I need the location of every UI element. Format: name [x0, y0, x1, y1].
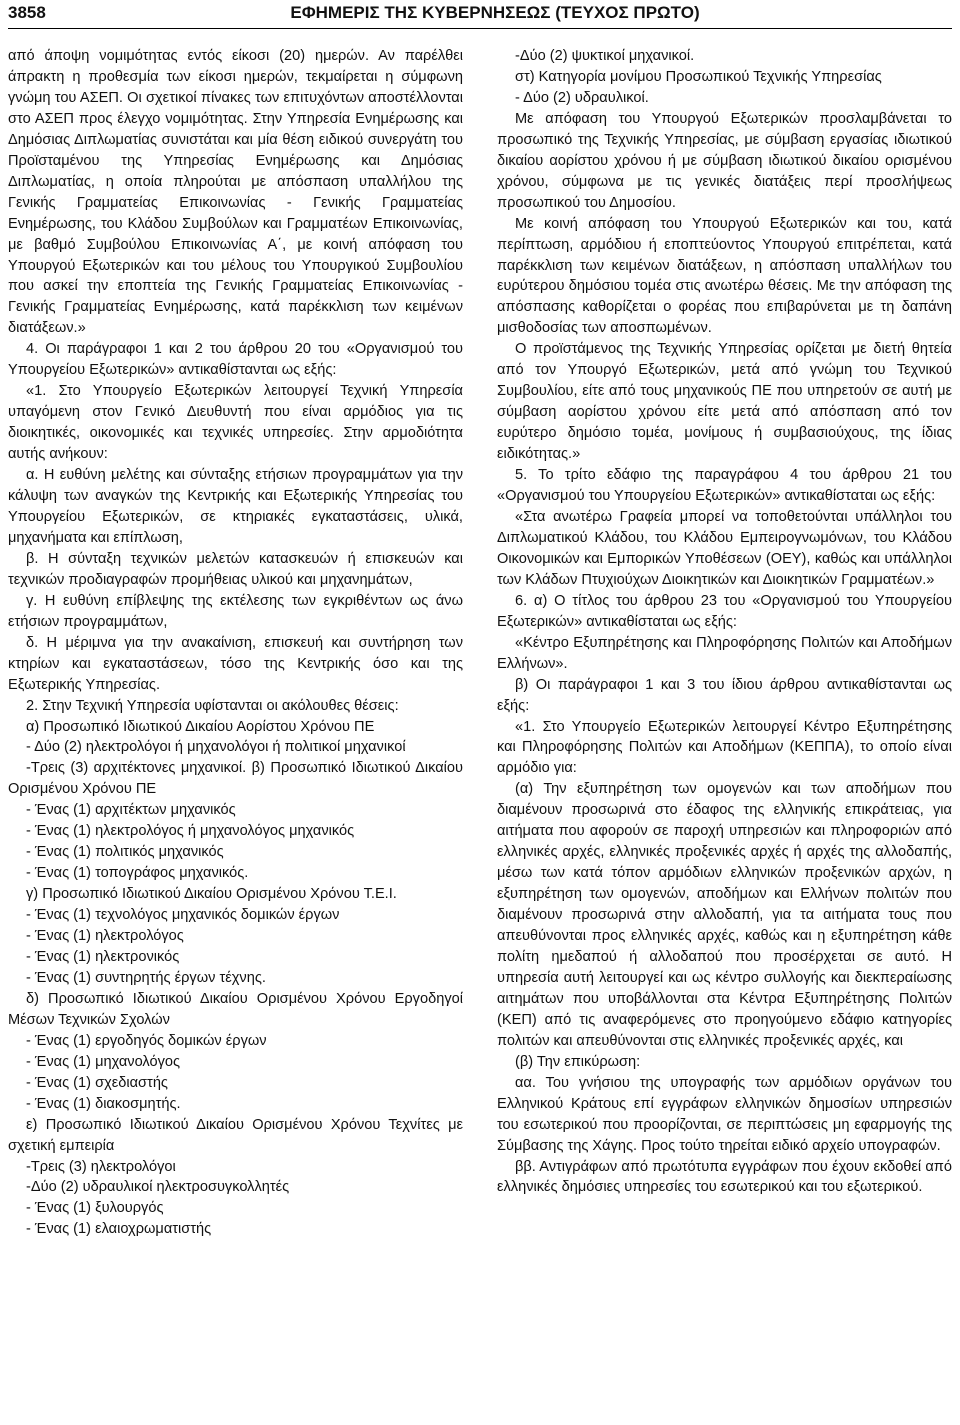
gazette-title: ΕΦΗΜΕΡΙΣ ΤΗΣ ΚΥΒΕΡΝΗΣΕΩΣ (ΤΕΥΧΟΣ ΠΡΩΤΟ): [290, 3, 700, 22]
list-item: α) Προσωπικό Ιδιωτικού Δικαίου Αορίστου Χρόνου ΠΕ: [26, 718, 375, 735]
list-item: - Ένας (1) ελαιοχρωματιστής: [26, 1221, 212, 1238]
paragraph: 6. α) Ο τίτλος του άρθρου 23 του «Οργανισμού του Υπουργείου Εξωτερικών» αντικαθίσταται ως εξής:: [497, 592, 952, 630]
page-number: 3858: [8, 3, 46, 22]
paragraph: «Στα ανωτέρω Γραφεία μπορεί να τοποθετούνται υπάλληλοι του Διπλωματικού Κλάδου, του Κλάδου Εμπειρογνωμόνων, του Κλάδου Οικονομικών και Εμπορικών Υποθέσεων (ΟΕΥ), καθώς και υπάλληλοι των Κλάδων Πτυχιούχων Διοικητικών και Διοικητικών Γραμματέων.»: [497, 508, 952, 588]
paragraph: (β) Την επικύρωση:: [515, 1053, 641, 1070]
list-item: -Τρεις (3) αρχιτέκτονες μηχανικοί. β) Προσωπικό Ιδιωτικού Δικαίου Ορισμένου Χρόνου ΠΕ: [8, 760, 463, 798]
paragraph: «1. Στο Υπουργείο Εξωτερικών λειτουργεί Κέντρο Εξυπηρέτησης και Πληροφόρησης Πολιτών και Αποδήμων (ΚΕΠΠΑ), το οποίο είναι αρμόδιο για:: [497, 718, 952, 777]
list-item: - Ένας (1) τεχνολόγος μηχανικός δομικών έργων: [26, 907, 340, 924]
list-item: δ) Προσωπικό Ιδιωτικού Δικαίου Ορισμένου Χρόνου Εργοδηγοί Μέσων Τεχνικών Σχολών: [8, 990, 463, 1028]
paragraph: «Κέντρο Εξυπηρέτησης και Πληροφόρησης Πολιτών και Αποδήμων Ελλήνων».: [497, 634, 952, 672]
page-header: [8, 0, 952, 29]
list-item: - Ένας (1) τοπογράφος μηχανικός.: [26, 865, 249, 882]
paragraph: 4. Οι παράγραφοι 1 και 2 του άρθρου 20 του «Οργανισμού του Υπουργείου Εξωτερικών» αντικαθίστανται ως εξής:: [8, 341, 463, 379]
list-item: -Δύο (2) ψυκτικοί μηχανικοί.: [515, 48, 695, 64]
list-item: - Ένας (1) ηλεκτρονικός: [26, 948, 180, 965]
list-item: - Ένας (1) ηλεκτρολόγος: [26, 928, 184, 945]
list-item: -Δύο (2) υδραυλικοί ηλεκτροσυγκολλητές: [26, 1179, 290, 1196]
list-item: - Ένας (1) αρχιτέκτων μηχανικός: [26, 802, 236, 819]
paragraph: ββ. Αντιγράφων από πρωτότυπα εγγράφων που έχουν εκδοθεί από ελληνικές δημόσιες υπηρεσίες του εσωτερικού και του εξωτερικού.: [497, 1158, 952, 1196]
paragraph: β. Η σύνταξη τεχνικών μελετών κατασκευών ή επισκευών και τεχνικών προδιαγραφών προμήθειας υλικού και μηχανημάτων,: [8, 550, 463, 588]
right-column: [497, 46, 952, 1198]
paragraph: 2. Στην Τεχνική Υπηρεσία υφίστανται οι ακόλουθες θέσεις:: [26, 697, 399, 714]
list-item: ε) Προσωπικό Ιδιωτικού Δικαίου Ορισμένου Χρόνου Τεχνίτες με σχετική εμπειρία: [8, 1116, 463, 1154]
list-item: - Ένας (1) πολιτικός μηχανικός: [26, 844, 224, 861]
paragraph: α. Η ευθύνη μελέτης και σύνταξης ετήσιων προγραμμάτων για την κάλυψη των αναγκών της Κεντρικής και Εξωτερικής Υπηρεσίας του Υπουργείου Εξωτερικών, σε κτηριακές εγκαταστάσεις, υλικά, μηχανήματα και επίπλωση,: [8, 467, 463, 546]
list-item: - Ένας (1) εργοδηγός δομικών έργων: [26, 1032, 267, 1049]
paragraph: 5. Το τρίτο εδάφιο της παραγράφου 4 του άρθρου 21 του «Οργανισμού του Υπουργείου Εξωτερικών» αντικαθίσταται ως εξής:: [497, 467, 952, 505]
list-item: γ) Προσωπικό Ιδιωτικού Δικαίου Ορισμένου Χρόνου Τ.Ε.Ι.: [26, 886, 397, 903]
list-item: - Δύο (2) ηλεκτρολόγοι ή μηχανολόγοι ή πολιτικοί μηχανικοί: [26, 739, 406, 756]
list-item: - Δύο (2) υδραυλικοί.: [515, 89, 649, 106]
paragraph: αα. Του γνήσιου της υπογραφής των αρμόδιων οργάνων του Ελληνικού Κράτους επί εγγράφων ελληνικών δημοσίων υπηρεσιών του εσωτερικού που προορίζονται, σε περιπτώσεις μη εφαρμογής της Σύμβασης της Χάγης. Προς τούτο τηρείται ειδικό αρχείο υπογραφών.: [497, 1074, 952, 1154]
paragraph: Με κοινή απόφαση του Υπουργού Εξωτερικών και του, κατά περίπτωση, αρμόδιου ή εποπτεύοντος Υπουργού επιτρέπεται, κατά παρέκκλιση των κειμένων διατάξεων, η απόσπαση υπαλλήλων του ευρύτερου δημόσιου τομέα στις ανωτέρω θέσεις. Με την απόφαση της απόσπασης καθορίζεται ο φορέας που επιβαρύνεται με τη δαπάνη μισθοδοσίας των αποσπωμένων.: [497, 215, 952, 337]
paragraph: Με απόφαση του Υπουργού Εξωτερικών προσλαμβάνεται το προσωπικό της Τεχνικής Υπηρεσίας, με σύμβαση εργασίας ιδιωτικού δικαίου αορίστου χρόνου ή με σύμβαση ιδιωτικού δικαίου ορισμένου χρόνου, σύμφωνα με τις γενικές διατάξεις περί προσλήψεως προσωπικού του Δημοσίου.: [497, 110, 952, 211]
paragraph: (α) Την εξυπηρέτηση των ομογενών και των αποδήμων που διαμένουν προσωρινά στο έδαφος της ελληνικής επικράτειας, για αιτήματα που αφορούν σε παροχή υπηρεσιών και πληροφοριών από ελληνικές αρχές, ελληνικές προξενικές αρχές ή αρχές της αλλοδαπής, μέσω των κατά τόπον αρμόδιων ελληνικών προξενικών αρχών, η εξυπηρέτηση των ομογενών, αποδήμων και Ελλήνων πολιτών που διαμένουν προσωρινά στην αλλοδαπή, για τα αιτήματα τους που απευθύνονται προς ελληνικές αρχές, καθώς και η εξυπηρέτηση κάθε πολίτη ημεδαπού ή αλλοδαπού που προσέρχεται σε αυτό. Η υπηρεσία αυτή λειτουργεί και ως κέντρο συλλογής και διεκπεραίωσης αιτημάτων που υποβάλλονται στα Κέντρα Εξυπηρέτησης Πολιτών (ΚΕΠ) από τις αναφερόμενες στο προηγούμενο εδάφιο κατηγορίες πολιτών και απευθύνονται στις ελληνικές προξενικές αρχές, και: [497, 781, 952, 1049]
paragraph: γ. Η ευθύνη επίβλεψης της εκτέλεσης των εγκριθέντων ως άνω ετήσιων προγραμμάτων,: [8, 592, 463, 630]
list-item: - Ένας (1) ξυλουργός: [26, 1200, 164, 1217]
left-column: [8, 46, 463, 1240]
list-item: - Ένας (1) μηχανολόγος: [26, 1053, 181, 1070]
paragraph: από άποψη νομιμότητας εντός είκοσι (20) ημερών. Αν παρέλθει άπρακτη η προθεσμία των είκοσι ημερών, τεκμαίρεται η σύμφωνη γνώμη του ΑΣΕΠ. Οι σχετικοί πίνακες των επιτυχόντων αποστέλλονται στο ΑΣΕΠ προς έλεγχο νομιμότητας. Στην Υπηρεσία Ενημέρωσης και Δημόσιας Διπλωματίας συνιστάται και μία θέση ειδικού συνεργάτη του Προϊσταμένου της Υπηρεσίας Ενημέρωσης και Δημόσιας Διπλωματίας, η οποία πληρούται με απόσπαση υπαλλήλου της Γενικής Γραμματείας Επικοινωνίας - Γενικής Γραμματείας Ενημέρωσης, του Κλάδου Συμβούλων και Γραμματέων Επικοινωνίας, με βαθμό Συμβούλου Επικοινωνίας Α΄, με κοινή απόφαση του Υπουργού Εξωτερικών και του μέλους του Υπουργικού Συμβουλίου που ασκεί την εποπτεία της Γενικής Γραμματείας Επικοινωνίας - Γενικής Γραμματείας Ενημέρωσης, κατά παρέκκλιση των κειμένων διατάξεων.»: [8, 48, 463, 337]
list-item: - Ένας (1) διακοσμητής.: [26, 1095, 181, 1112]
list-item: στ) Κατηγορία μονίμου Προσωπικού Τεχνικής Υπηρεσίας: [515, 68, 882, 85]
list-item: - Ένας (1) ηλεκτρολόγος ή μηχανολόγος μηχανικός: [26, 823, 355, 840]
paragraph: Ο προϊστάμενος της Τεχνικής Υπηρεσίας ορίζεται με διετή θητεία από τον Υπουργό Εξωτερικών, μετά από γνώμη του Τεχνικού Συμβουλίου, είτε από τους μηχανικούς ΠΕ που υπηρετούν σε αυτή με σύμβαση αορίστου χρόνου είτε μετά από απόσπαση από τον ευρύτερο δημόσιο τομέα, μονίμους ή συμβασιούχους, της ίδιας ειδικότητας.»: [497, 341, 952, 463]
list-item: - Ένας (1) συντηρητής έργων τέχνης.: [26, 969, 266, 986]
list-item: -Τρεις (3) ηλεκτρολόγοι: [26, 1158, 176, 1175]
list-item: - Ένας (1) σχεδιαστής: [26, 1074, 168, 1091]
paragraph: β) Οι παράγραφοι 1 και 3 του ίδιου άρθρου αντικαθίστανται ως εξής:: [497, 676, 952, 714]
paragraph: «1. Στο Υπουργείο Εξωτερικών λειτουργεί Τεχνική Υπηρεσία υπαγόμενη στον Γενικό Διευθυντή που είναι αρμόδιος για τις διοικητικές, οικονομικές και τεχνικές υπηρεσίες. Στην αρμοδιότητα αυτής ανήκουν:: [8, 383, 463, 463]
paragraph: δ. Η μέριμνα για την ανακαίνιση, επισκευή και συντήρηση των κτηρίων και εγκαταστάσεων, τόσο της Κεντρικής όσο και της Εξωτερικής Υπηρεσίας.: [8, 634, 463, 693]
